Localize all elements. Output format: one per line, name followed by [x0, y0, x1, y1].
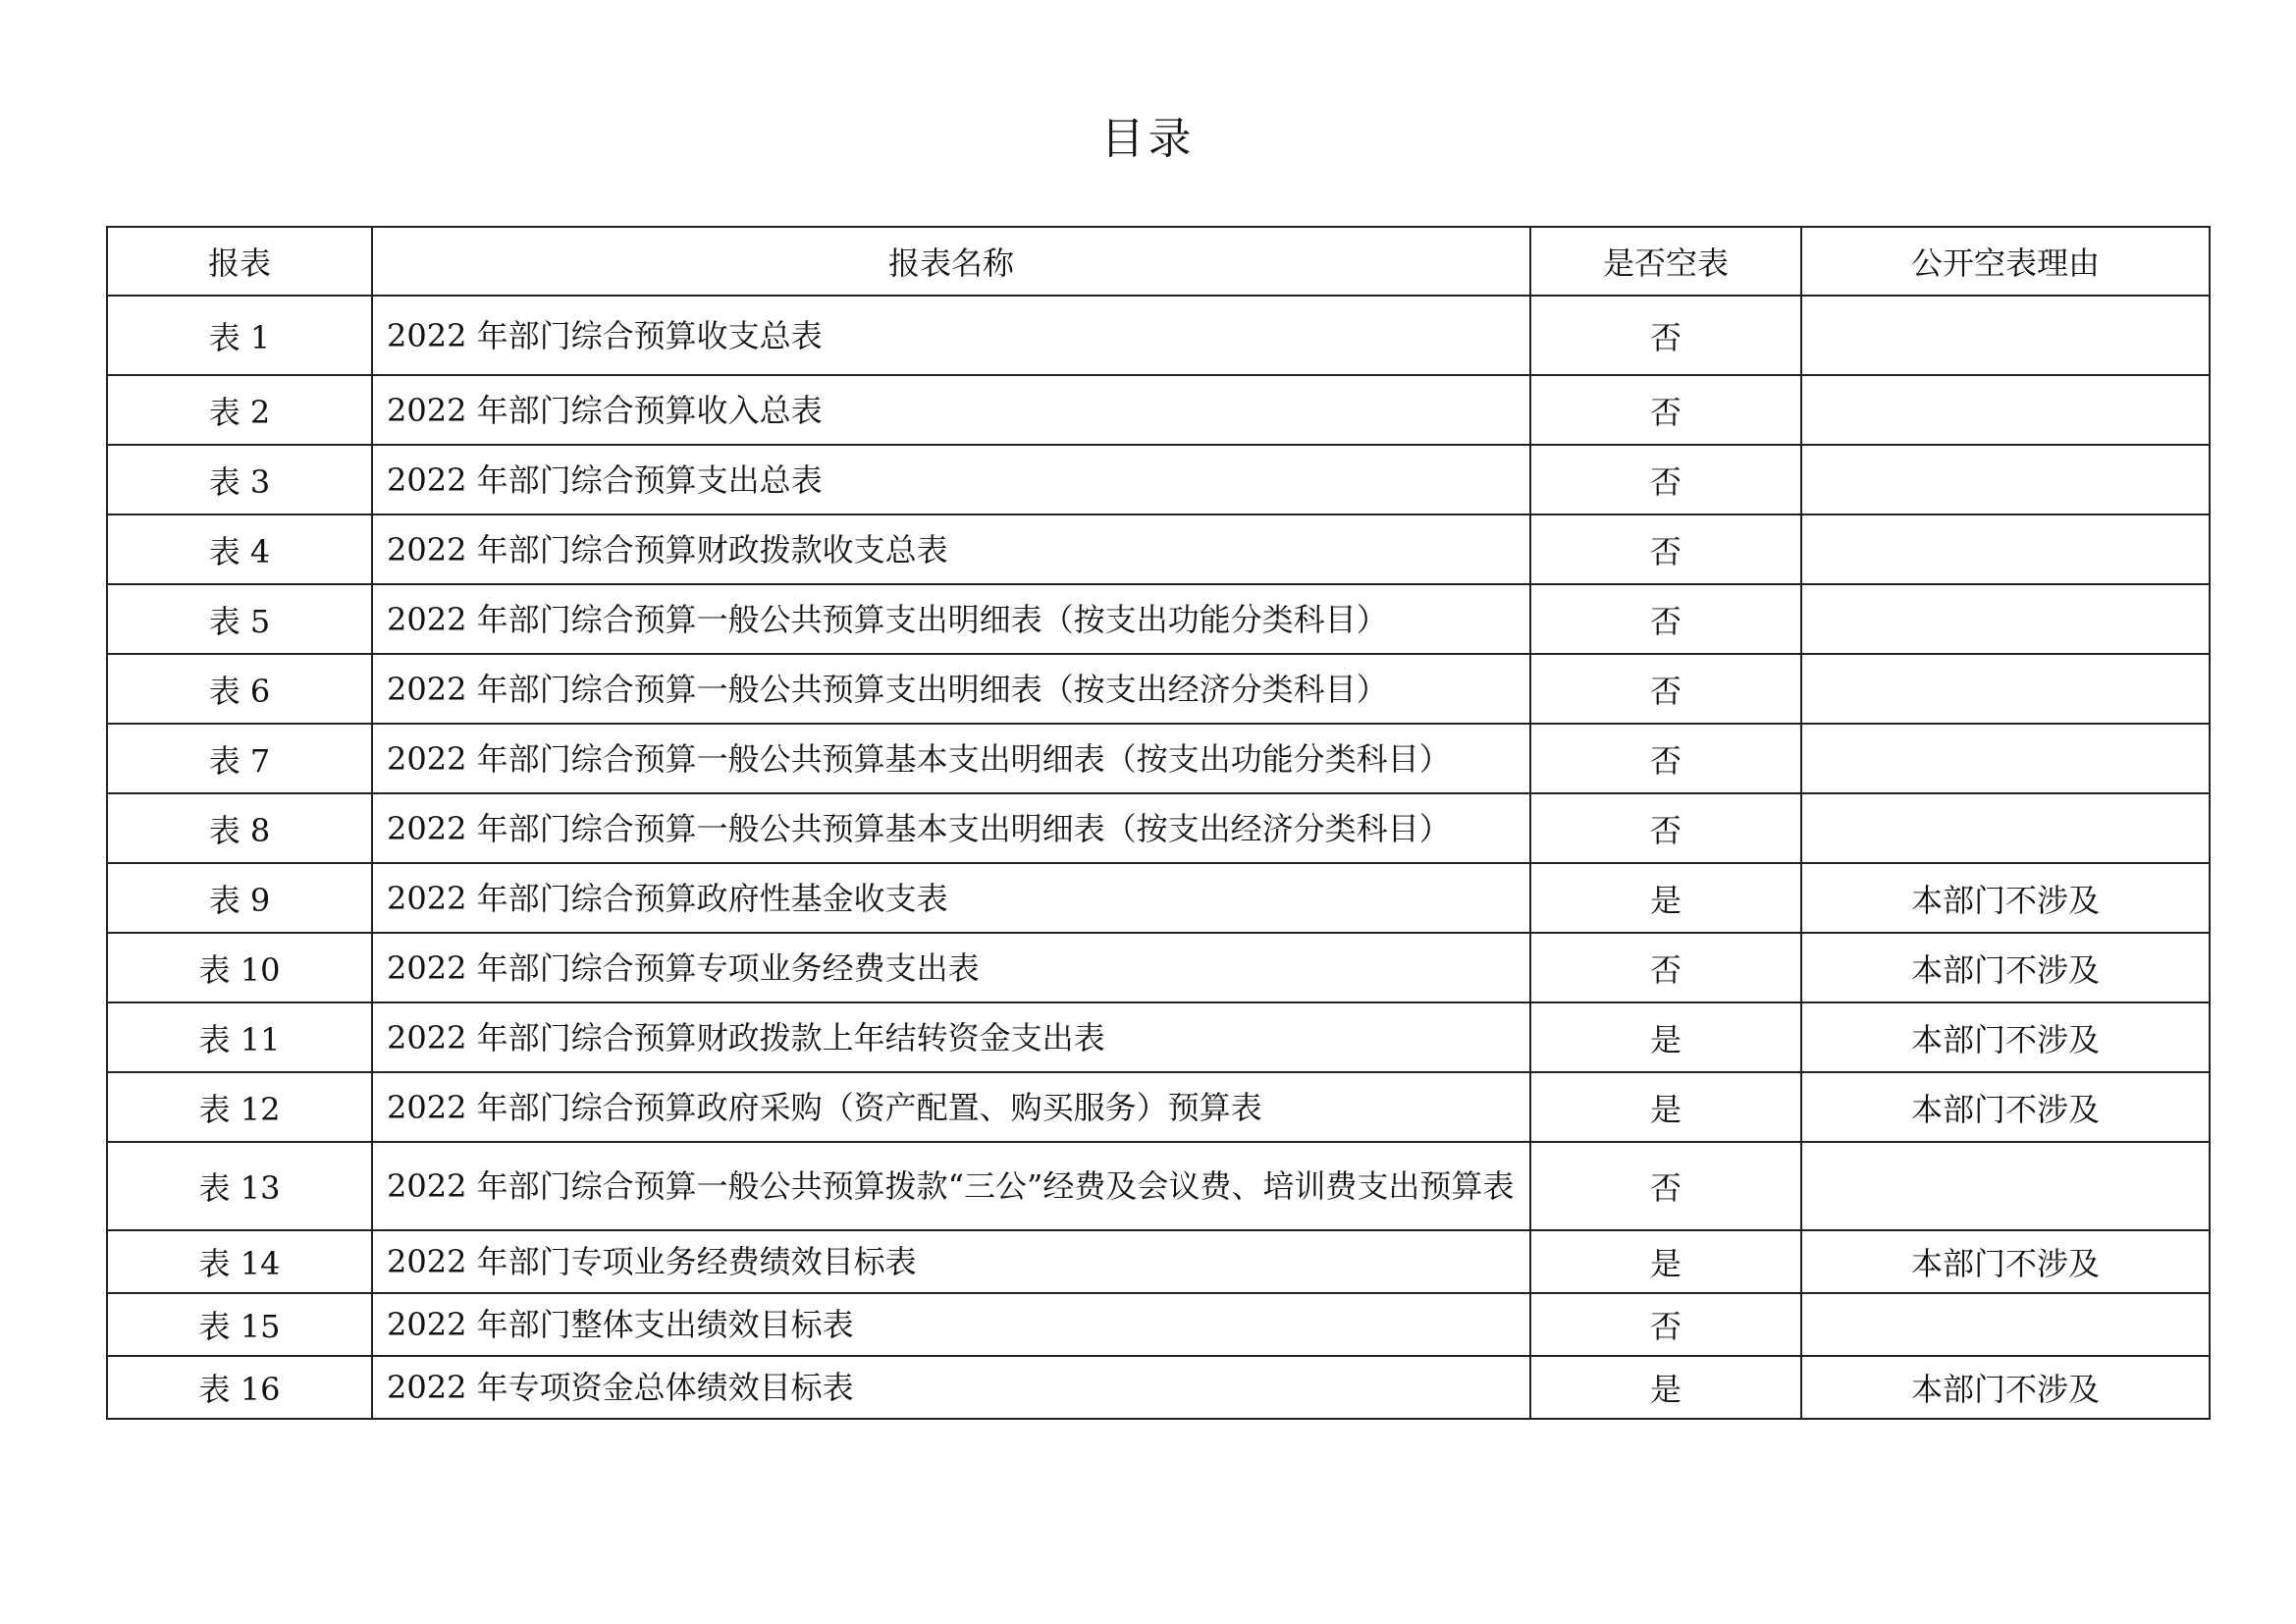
is-empty-cell: 否 [1530, 584, 1801, 654]
report-name-cell: 2022 年部门综合预算支出总表 [372, 445, 1530, 514]
table-row [107, 514, 2210, 584]
table-row [107, 654, 2210, 724]
table-row [107, 1142, 2210, 1230]
is-empty-cell: 否 [1530, 1142, 1801, 1230]
report-cell: 表 9 [107, 863, 372, 933]
report-name-cell: 2022 年部门综合预算专项业务经费支出表 [372, 933, 1530, 1002]
reason-cell: 本部门不涉及 [1801, 863, 2210, 933]
reason-cell: 本部门不涉及 [1801, 1072, 2210, 1142]
is-empty-cell: 是 [1530, 863, 1801, 933]
report-cell: 表 6 [107, 654, 372, 724]
page-title: 目录 [1100, 114, 1196, 164]
report-name-cell: 2022 年部门专项业务经费绩效目标表 [372, 1230, 1530, 1293]
report-name-cell: 2022 年部门综合预算一般公共预算拨款“三公”经费及会议费、培训费支出预算表 [372, 1142, 1530, 1230]
is-empty-cell: 是 [1530, 1356, 1801, 1419]
is-empty-cell: 否 [1530, 514, 1801, 584]
header-report: 报表 [107, 227, 372, 296]
reason-cell [1801, 445, 2210, 514]
is-empty-cell: 否 [1530, 445, 1801, 514]
report-cell: 表 1 [107, 296, 372, 375]
table-row [107, 724, 2210, 793]
report-name-cell: 2022 年部门综合预算政府采购（资产配置、购买服务）预算表 [372, 1072, 1530, 1142]
report-cell: 表 14 [107, 1230, 372, 1293]
reason-cell [1801, 1293, 2210, 1356]
report-cell: 表 12 [107, 1072, 372, 1142]
report-name-cell: 2022 年部门综合预算收入总表 [372, 375, 1530, 445]
reason-cell [1801, 724, 2210, 793]
report-name-cell: 2022 年部门综合预算一般公共预算支出明细表（按支出经济分类科目） [372, 654, 1530, 724]
reason-cell: 本部门不涉及 [1801, 1002, 2210, 1072]
reason-cell: 本部门不涉及 [1801, 1230, 2210, 1293]
reason-cell: 本部门不涉及 [1801, 933, 2210, 1002]
report-cell: 表 2 [107, 375, 372, 445]
table-row [107, 1293, 2210, 1356]
report-cell: 表 15 [107, 1293, 372, 1356]
table-row [107, 375, 2210, 445]
report-cell: 表 13 [107, 1142, 372, 1230]
report-name-cell: 2022 年部门综合预算财政拨款上年结转资金支出表 [372, 1002, 1530, 1072]
is-empty-cell: 否 [1530, 933, 1801, 1002]
toc-table [106, 226, 2211, 1420]
table-row [107, 1230, 2210, 1293]
report-cell: 表 16 [107, 1356, 372, 1419]
report-name-cell: 2022 年部门综合预算一般公共预算基本支出明细表（按支出经济分类科目） [372, 793, 1530, 863]
is-empty-cell: 否 [1530, 793, 1801, 863]
is-empty-cell: 是 [1530, 1002, 1801, 1072]
reason-cell [1801, 296, 2210, 375]
header-name: 报表名称 [372, 227, 1530, 296]
is-empty-cell: 否 [1530, 654, 1801, 724]
report-name-cell: 2022 年部门综合预算一般公共预算支出明细表（按支出功能分类科目） [372, 584, 1530, 654]
header-is-empty: 是否空表 [1530, 227, 1801, 296]
reason-cell [1801, 793, 2210, 863]
table-row [107, 793, 2210, 863]
reason-cell [1801, 584, 2210, 654]
table-row [107, 296, 2210, 375]
report-name-cell: 2022 年部门综合预算一般公共预算基本支出明细表（按支出功能分类科目） [372, 724, 1530, 793]
table-row [107, 1072, 2210, 1142]
reason-cell [1801, 654, 2210, 724]
is-empty-cell: 否 [1530, 1293, 1801, 1356]
reason-cell [1801, 375, 2210, 445]
header-reason: 公开空表理由 [1801, 227, 2210, 296]
report-cell: 表 5 [107, 584, 372, 654]
report-name-cell: 2022 年部门整体支出绩效目标表 [372, 1293, 1530, 1356]
table-header-row [107, 227, 2210, 296]
report-name-cell: 2022 年部门综合预算财政拨款收支总表 [372, 514, 1530, 584]
report-name-cell: 2022 年专项资金总体绩效目标表 [372, 1356, 1530, 1419]
is-empty-cell: 否 [1530, 296, 1801, 375]
report-cell: 表 8 [107, 793, 372, 863]
table-row [107, 863, 2210, 933]
report-cell: 表 4 [107, 514, 372, 584]
report-cell: 表 11 [107, 1002, 372, 1072]
table-row [107, 1002, 2210, 1072]
reason-cell [1801, 1142, 2210, 1230]
reason-cell: 本部门不涉及 [1801, 1356, 2210, 1419]
is-empty-cell: 是 [1530, 1072, 1801, 1142]
report-name-cell: 2022 年部门综合预算政府性基金收支表 [372, 863, 1530, 933]
table-row [107, 1356, 2210, 1419]
report-name-cell: 2022 年部门综合预算收支总表 [372, 296, 1530, 375]
is-empty-cell: 否 [1530, 375, 1801, 445]
report-cell: 表 3 [107, 445, 372, 514]
table-row [107, 445, 2210, 514]
report-cell: 表 7 [107, 724, 372, 793]
table-row [107, 584, 2210, 654]
reason-cell [1801, 514, 2210, 584]
is-empty-cell: 否 [1530, 724, 1801, 793]
table-row [107, 933, 2210, 1002]
is-empty-cell: 是 [1530, 1230, 1801, 1293]
report-cell: 表 10 [107, 933, 372, 1002]
